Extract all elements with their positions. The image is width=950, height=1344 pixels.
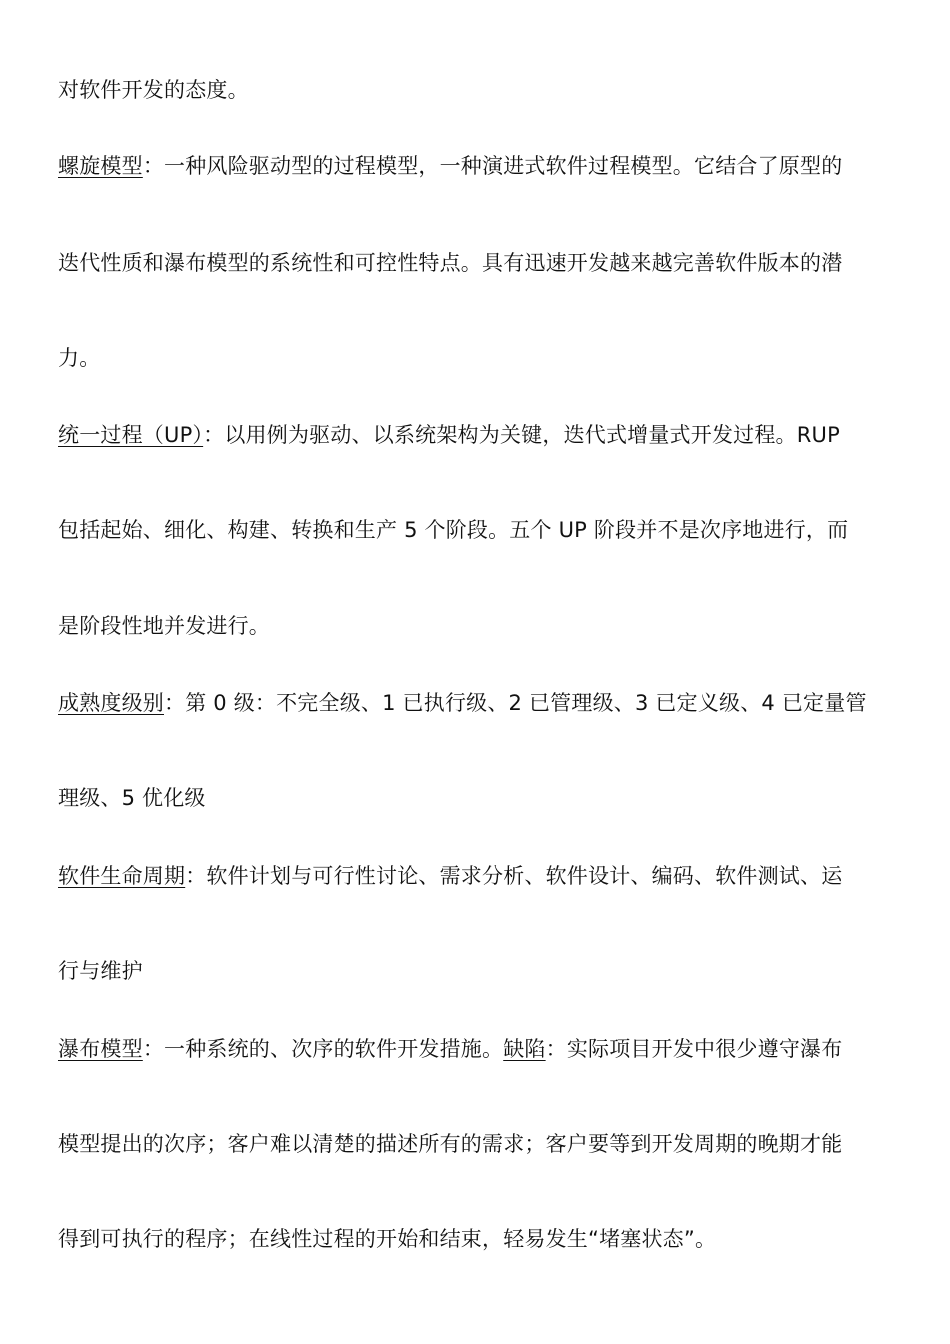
line-text: 理级、5 优化级 xyxy=(58,786,206,810)
text-line-5 xyxy=(58,421,840,449)
text-line-12 xyxy=(58,1035,842,1063)
line-text: ：以用例为驱动、以系统架构为关键，迭代式增量式开发过程。RUP xyxy=(203,423,840,447)
term-defects: 缺陷 xyxy=(503,1037,546,1061)
text-line-2 xyxy=(58,152,842,180)
text-line-14 xyxy=(58,1225,716,1253)
line-text: ：软件计划与可行性讨论、需求分析、软件设计、编码、软件测试、运 xyxy=(185,864,843,888)
text-line-3 xyxy=(58,249,842,277)
text-line-13 xyxy=(58,1130,842,1158)
line-text: 迭代性质和瀑布模型的系统性和可控性特点。具有迅速开发越来越完善软件版本的潜 xyxy=(58,251,843,275)
line-text: 行与维护 xyxy=(58,959,143,983)
line-text: ：第 0 级：不完全级、1 已执行级、2 已管理级、3 已定义级、4 已定量管 xyxy=(164,691,867,715)
line-text: ：实际项目开发中很少遵守瀑布 xyxy=(545,1037,843,1061)
line-text: 包括起始、细化、构建、转换和生产 5 个阶段。五个 UP 阶段并不是次序地进行，而 xyxy=(58,518,849,542)
text-line-11 xyxy=(58,957,143,985)
term-maturity-level: 成熟度级别 xyxy=(58,691,164,715)
line-text: 模型提出的次序；客户难以清楚的描述所有的需求；客户要等到开发周期的晚期才能 xyxy=(58,1132,843,1156)
term-spiral-model: 螺旋模型 xyxy=(58,154,143,178)
text-line-4 xyxy=(58,344,100,372)
text-line-8 xyxy=(58,689,867,717)
line-text: ：一种风险驱动型的过程模型，一种演进式软件过程模型。它结合了原型的 xyxy=(142,154,843,178)
text-line-7 xyxy=(58,612,270,640)
text-line-9 xyxy=(58,784,206,812)
term-unified-process: 统一过程（UP） xyxy=(58,423,204,447)
text-line-1 xyxy=(58,76,249,104)
text-line-6 xyxy=(58,516,848,544)
text-line-10 xyxy=(58,862,842,890)
term-software-lifecycle: 软件生命周期 xyxy=(58,864,186,888)
line-text: 是阶段性地并发进行。 xyxy=(58,614,270,638)
line-text: 力。 xyxy=(58,346,101,370)
line-text: ：一种系统的、次序的软件开发措施。 xyxy=(142,1037,504,1061)
line-text: 得到可执行的程序；在线性过程的开始和结束，轻易发生“堵塞状态”。 xyxy=(58,1227,717,1251)
line-text: 对软件开发的态度。 xyxy=(58,78,249,102)
term-waterfall-model: 瀑布模型 xyxy=(58,1037,143,1061)
